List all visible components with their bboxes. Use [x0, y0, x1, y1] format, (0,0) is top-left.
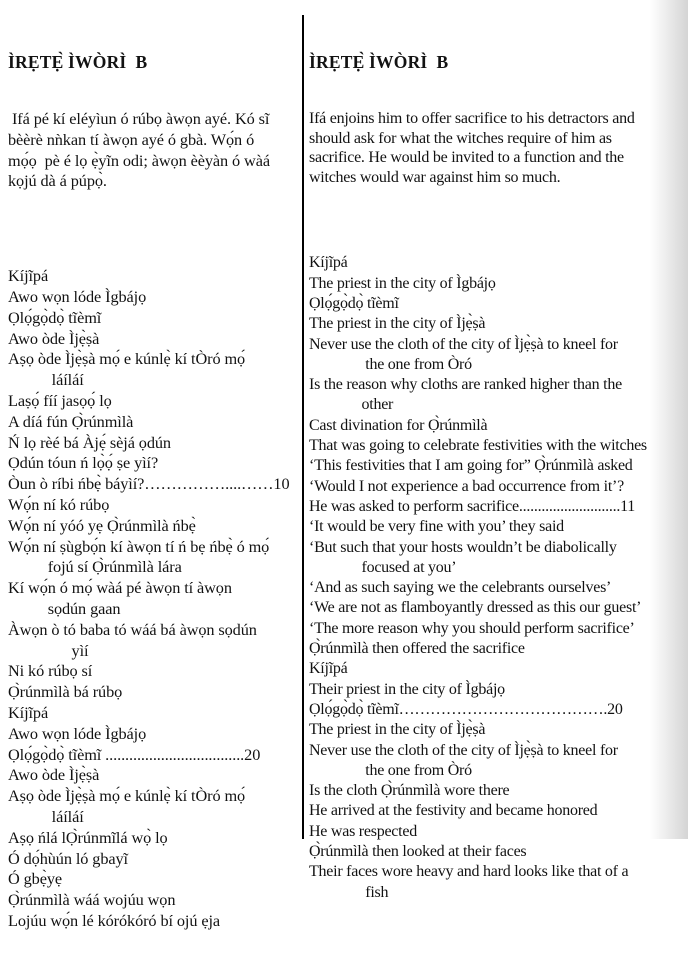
odu-title-left: ÌRẸTẸ̀ ÌWÒRÌ B — [8, 52, 148, 72]
text-line: Awo òde Ìjẹ̀ṣà — [8, 328, 100, 348]
english-translation-column — [309, 15, 688, 939]
text-line: láíláí — [8, 370, 84, 390]
text-line: He was asked to perform sacrifice...........................11 — [309, 497, 636, 515]
text-line: He was respected — [309, 822, 417, 840]
text-line: Never use the cloth of the city of Ìjẹ̀ṣà to kneel for — [309, 335, 618, 353]
text-line: The priest in the city of Ìjẹ̀ṣà — [309, 315, 486, 333]
text-line: Wọ́n ní kó rúbọ — [8, 494, 110, 514]
text-line: Ifá enjoins him to offer sacrifice to his detractors and — [309, 110, 635, 127]
text-line: Is the reason why cloths are ranked higher than the — [309, 376, 622, 394]
text-line: Ọdún tóun ń lọ̀ọ́ ṣe yìí? — [8, 453, 159, 473]
text-line: fish — [309, 883, 389, 901]
text-line: Never use the cloth of the city of Ìjẹ̀ṣà to kneel for — [309, 741, 618, 759]
text-line: sacrifice. He would be invited to a function and the — [309, 149, 624, 167]
text-line: Awo wọn lóde Ìgbájọ — [8, 286, 147, 306]
text-line: Kíjĩpá — [8, 702, 49, 722]
intro-paragraph-left — [8, 109, 300, 192]
text-line: Òun ò ríbi ńbẹ̀ báyìí?……………....……10 — [8, 474, 290, 494]
text-line: He arrived at the festivity and became honored — [309, 802, 598, 820]
text-line: láíláí — [8, 806, 84, 826]
text-line: Ọ̀rúnmìlà wáá wojúu wọn — [8, 890, 176, 910]
text-line: Awo wọn lóde Ìgbájọ — [8, 723, 147, 743]
text-line: bèèrè nǹkan tí àwọn ayé ó gbà. Wọ́n ó — [8, 129, 255, 149]
text-line: Kíjĩpá — [309, 660, 348, 678]
intro-paragraph-right — [309, 109, 688, 187]
text-line: The priest in the city of Ìjẹ̀ṣà — [309, 721, 486, 739]
text-line: Ọlọ́gọ̀dọ̀ tĩèmĩ — [309, 294, 399, 312]
verse-text-right — [309, 253, 688, 903]
text-line: A díá fún Ọ̀rúnmìlà — [8, 411, 134, 431]
text-line: the one from Òró — [309, 355, 472, 373]
column-divider-rule — [302, 15, 304, 839]
text-line: Kíjĩpá — [309, 254, 348, 272]
text-line: the one from Òró — [309, 761, 472, 779]
text-line: yìí — [8, 640, 89, 660]
text-line: ‘And as such saying we the celebrants ourselves’ — [309, 579, 612, 597]
text-line: kọjú dà á púpọ̀. — [8, 171, 107, 191]
text-line: Their priest in the city of Ìgbájọ — [309, 680, 505, 698]
text-line: ‘This festivities that I am going for” Ọ̀rúnmìlà asked — [309, 457, 633, 475]
text-line: ‘But such that your hosts wouldn’t be diabolically — [309, 538, 617, 556]
text-line: fojú sí Ọ̀rúnmìlà lára — [8, 557, 182, 577]
text-line: That was going to celebrate festivities with the witches — [309, 437, 647, 455]
text-line: ‘We are not as flamboyantly dressed as this our guest’ — [309, 599, 642, 617]
text-line: Ọ̀rúnmìlà then offered the sacrifice — [309, 640, 525, 658]
text-line: Their faces wore heavy and hard looks like that of a — [309, 863, 629, 881]
text-line: Ọ̀rúnmìlà bá rúbọ — [8, 682, 123, 702]
text-line: Ń lọ rèé bá Àjẹ́ sèjá ọdún — [8, 432, 171, 452]
text-line: Wọ́n ní ṣùgbọ́n kí àwọn tí ń bẹ ńbẹ̀ ó mọ́ — [8, 536, 270, 556]
text-line: Aṣọ ńlá lỌ̀rúnmĩlá wọ̀ lọ — [8, 827, 168, 847]
text-line: mọ́ọ pè é lọ ẹ̀yĩn odi; àwọn èèyàn ó wàá — [8, 150, 270, 170]
text-line: Ó gbẹ̀yẹ — [8, 869, 63, 889]
text-line: focused at you’ — [309, 558, 457, 576]
text-line: Kí wọ́n ó mọ́ wàá pé àwọn tí àwọn — [8, 578, 232, 598]
text-line: Lojúu wọ́n lé kórókóró bí ojú ẹja — [8, 910, 221, 930]
text-line: should ask for what the witches require of him as — [309, 129, 612, 147]
text-line: Ni kó rúbọ sí — [8, 661, 93, 681]
text-line: other — [309, 396, 394, 414]
text-line: The priest in the city of Ìgbájọ — [309, 274, 496, 292]
text-line: Ọlọ́gọ̀dọ̀ tĩèmĩ ...................................20 — [8, 744, 261, 764]
text-line: Cast divination for Ọ̀rúnmìlà — [309, 416, 488, 434]
text-line: ‘It would be very fine with you’ they said — [309, 518, 564, 536]
text-line: ‘Would I not experience a bad occurrence from it’? — [309, 477, 624, 495]
text-line: Aṣọ òde Ìjẹ̀ṣà mọ́ e kúnlẹ̀ kí tÒró mọ́ — [8, 349, 246, 369]
text-line: Ọ̀rúnmìlà then looked at their faces — [309, 842, 527, 860]
text-line: Aṣọ òde Ìjẹ̀ṣà mọ́ e kúnlẹ̀ kí tÒró mọ́ — [8, 786, 246, 806]
verse-text-left — [8, 266, 300, 932]
text-line: sọdún gaan — [8, 598, 121, 618]
text-line: Kíjĩpá — [8, 266, 49, 286]
yoruba-verse-column — [8, 15, 300, 968]
text-line: Awo òde Ìjẹ̀ṣà — [8, 765, 100, 785]
text-line: Ọlọ́gọ̀dọ̀ tĩèmĩ — [8, 307, 102, 327]
text-line: Ó dọ́hùún ló gbayĩ — [8, 848, 128, 868]
text-line: Ifá pé kí eléyìun ó rúbọ àwọn ayé. Kó sĩ — [8, 109, 270, 128]
text-line: Is the cloth Ọ̀rúnmìlà wore there — [309, 782, 510, 800]
text-line: Laṣọ́ fíí jasọọ́ lọ — [8, 390, 112, 410]
odu-title-right: ÌRẸTẸ̀ ÌWÒRÌ B — [309, 52, 449, 72]
text-line: Wọ́n ní yóó yẹ Ọ̀rúnmìlà ńbẹ̀ — [8, 515, 196, 535]
text-line: Ọlọ́gọ̀dọ̀ tĩèmĩ………………………………….20 — [309, 700, 623, 718]
text-line: ‘The more reason why you should perform sacrifice’ — [309, 619, 635, 637]
text-line: Àwọn ò tó baba tó wáá bá àwọn sọdún — [8, 619, 257, 639]
text-line: witches would war against him so much. — [309, 168, 561, 186]
